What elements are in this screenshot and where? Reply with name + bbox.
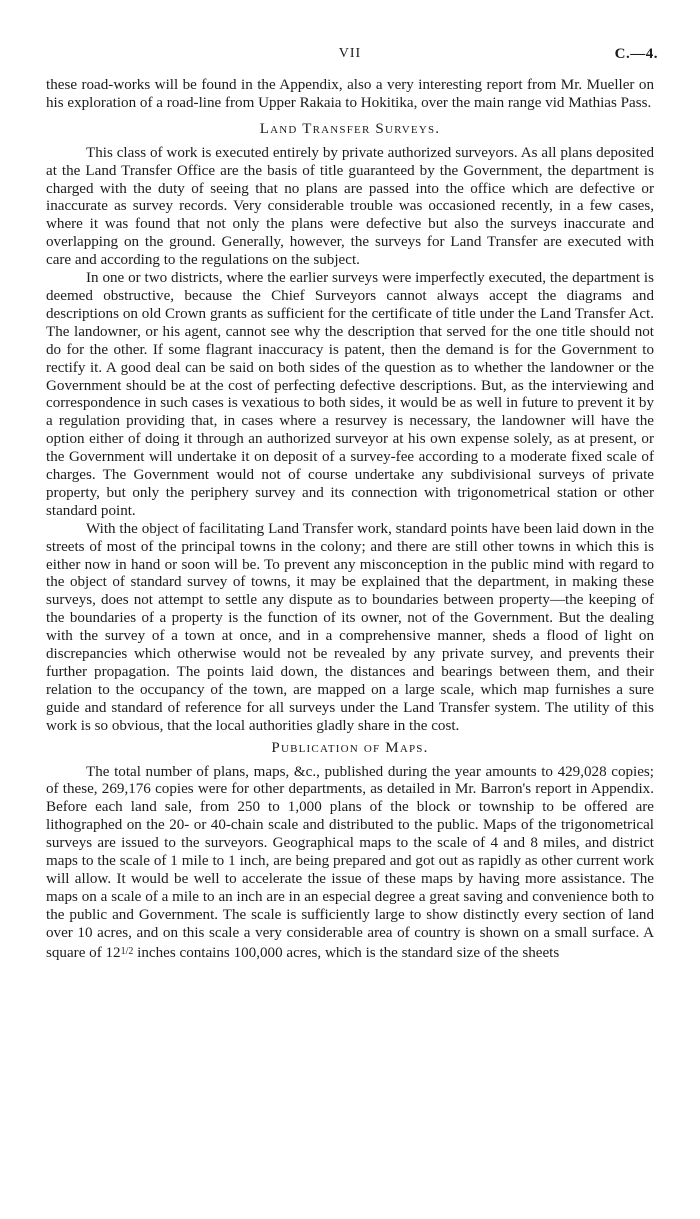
- land-transfer-paragraph-2: In one or two districts, where the earlier surveys were imperfectly executed, the department is deemed obstructive, because the Chief Surveyors cannot always accept the diagrams and descriptions on old Crown grants as sufficient for the certificate of title under the Land Transfer Act. The landowner, or his agent, cannot see why the description that served for the one title should not do for the other. If some flagrant inaccuracy is patent, then the demand is for the Government to rectify it. A good deal can be said on both sides of the question as to whether the landowner or the Government should be at the cost of perfecting defective descriptions. But, as the interviewing and correspondence in such cases is vexatious to both sides, it would be as well in future to prevent it by a regulation providing that, in cases where a resurvey is necessary, the landowner will have the option either of doing it through an authorized surveyor at his own expense solely, as at present, or the Government will undertake it on deposit of a survey-fee according to a moderate fixed scale of charges. The Government would not of course undertake any subdivisional surveys of private property, but only the periphery survey and its connection with trigonometrical station or other standard point.: [46, 270, 654, 519]
- land-transfer-paragraph-1: This class of work is executed entirely by private authorized surveyors. As all plans deposited at the Land Transfer Office are the basis of title guaranteed by the Government, the department is charged with the duty of seeing that no plans are passed into the office which are defective or inaccurate as survey records. Very considerable trouble was occasioned recently, in a few cases, where it was found that not only the plans were defective but also the surveys inaccurate and overlapping on the ground. Generally, however, the surveys for Land Transfer are executed with care and according to the regulations on the subject.: [46, 144, 654, 269]
- land-transfer-paragraph-3: With the object of facilitating Land Transfer work, standard points have been laid down in the streets of most of the principal towns in the colony; and there are still other towns in which this is either now in hand or soon will be. To prevent any misconception in the public mind with regard to the object of standard survey of towns, it may be explained that the department, in making these surveys, does not attempt to settle any dispute as to boundaries between property—the keeping of the boundaries of a property is the function of its owner, not of the Government. But the dealing with the survey of a town at once, and in a comprehensive manner, sheds a flood of light on discrepancies which otherwise would not be revealed by any private survey, and prevents their further propagation. The points laid down, the distances and bearings between them, and their relation to the occupancy of the town, are mapped on a large scale, which map furnishes a sure guide and standard of reference for all surveys under the Land Transfer system. The utility of this work is so obvious, that the local authorities gladly share in the cost.: [46, 520, 654, 734]
- publication-text-end: inches contains 100,000 acres, which is the standard size of the sheets: [133, 944, 560, 961]
- publication-paragraph: [46, 764, 654, 963]
- publication-text-start: The total number of plans, maps, &c., published during the year amounts to 429,028 copies; of these, 269,176 copies were for other departments, as detailed in Mr. Barron's report in Appendix. Before each land sale, from 250 to 1,000 plans of the block or township to be offered are lithographed on the 20- or 40-chain scale and distributed to the public. Maps of the trigonometrical surveys are issued to the surveyors. Geographical maps to the scale of 4 and 8 miles, and district maps to the scale of 1 mile to 1 inch, are being prepared and got out as rapidly as other current work will allow. It would be well to accelerate the issue of these maps by having more assistance. The maps on a scale of a mile to an inch are in an especial degree a great saving and convenience both to the public and Government. The scale is sufficiently large to show distinctly every section of land over 10 acres, and on this scale a very considerable area of country is shown on a small surface. A square of 12: [46, 763, 654, 961]
- publication-heading: Publication of Maps.: [271, 739, 429, 756]
- document-body: [46, 77, 654, 963]
- page-number: VII: [338, 46, 362, 61]
- fraction: 1/2: [120, 945, 134, 957]
- document-reference: C.—4.: [614, 46, 658, 62]
- land-transfer-heading: Land Transfer Surveys.: [259, 120, 441, 137]
- page-header: [0, 46, 700, 66]
- intro-paragraph: these road-works will be found in the Appendix, also a very interesting report from Mr. Mueller on his exploration of a road-line from Upper Rakaia to Hokitika, over the main range vid Mathias Pass.: [46, 77, 654, 111]
